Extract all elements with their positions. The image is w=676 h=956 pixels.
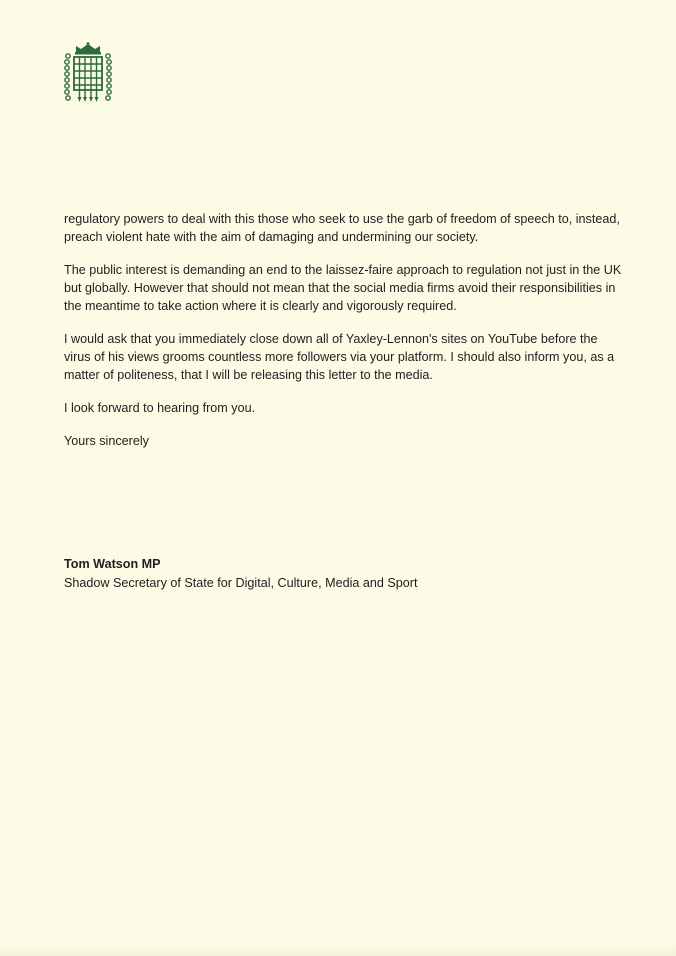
signatory-name: Tom Watson MP xyxy=(64,557,161,571)
portcullis-crest-icon xyxy=(62,42,114,104)
paragraph-regulatory-powers: regulatory powers to deal with this those who seek to use the garb of freedom of speech to, instead, preach violent hate with the aim of damaging and undermining our society. xyxy=(64,212,620,244)
page-edge xyxy=(0,944,676,956)
signature-block xyxy=(64,555,624,593)
letter-body xyxy=(64,210,624,465)
paragraph-closing: I look forward to hearing from you. xyxy=(64,401,256,415)
signatory-title: Shadow Secretary of State for Digital, Culture, Media and Sport xyxy=(64,576,418,590)
paragraph-request: I would ask that you immediately close down all of Yaxley-Lennon's sites on YouTube before the virus of his views grooms countless more followers via your platform. I should also inform you, as a matter of politeness, that I will be releasing this letter to the media. xyxy=(64,332,615,382)
valediction: Yours sincerely xyxy=(64,434,149,448)
paragraph-public-interest: The public interest is demanding an end to the laissez-faire approach to regulation not just in the UK but globally. However that should not mean that the social media firms avoid their responsibilities in the meantime to take action where it is clearly and vigorously required. xyxy=(64,263,622,313)
